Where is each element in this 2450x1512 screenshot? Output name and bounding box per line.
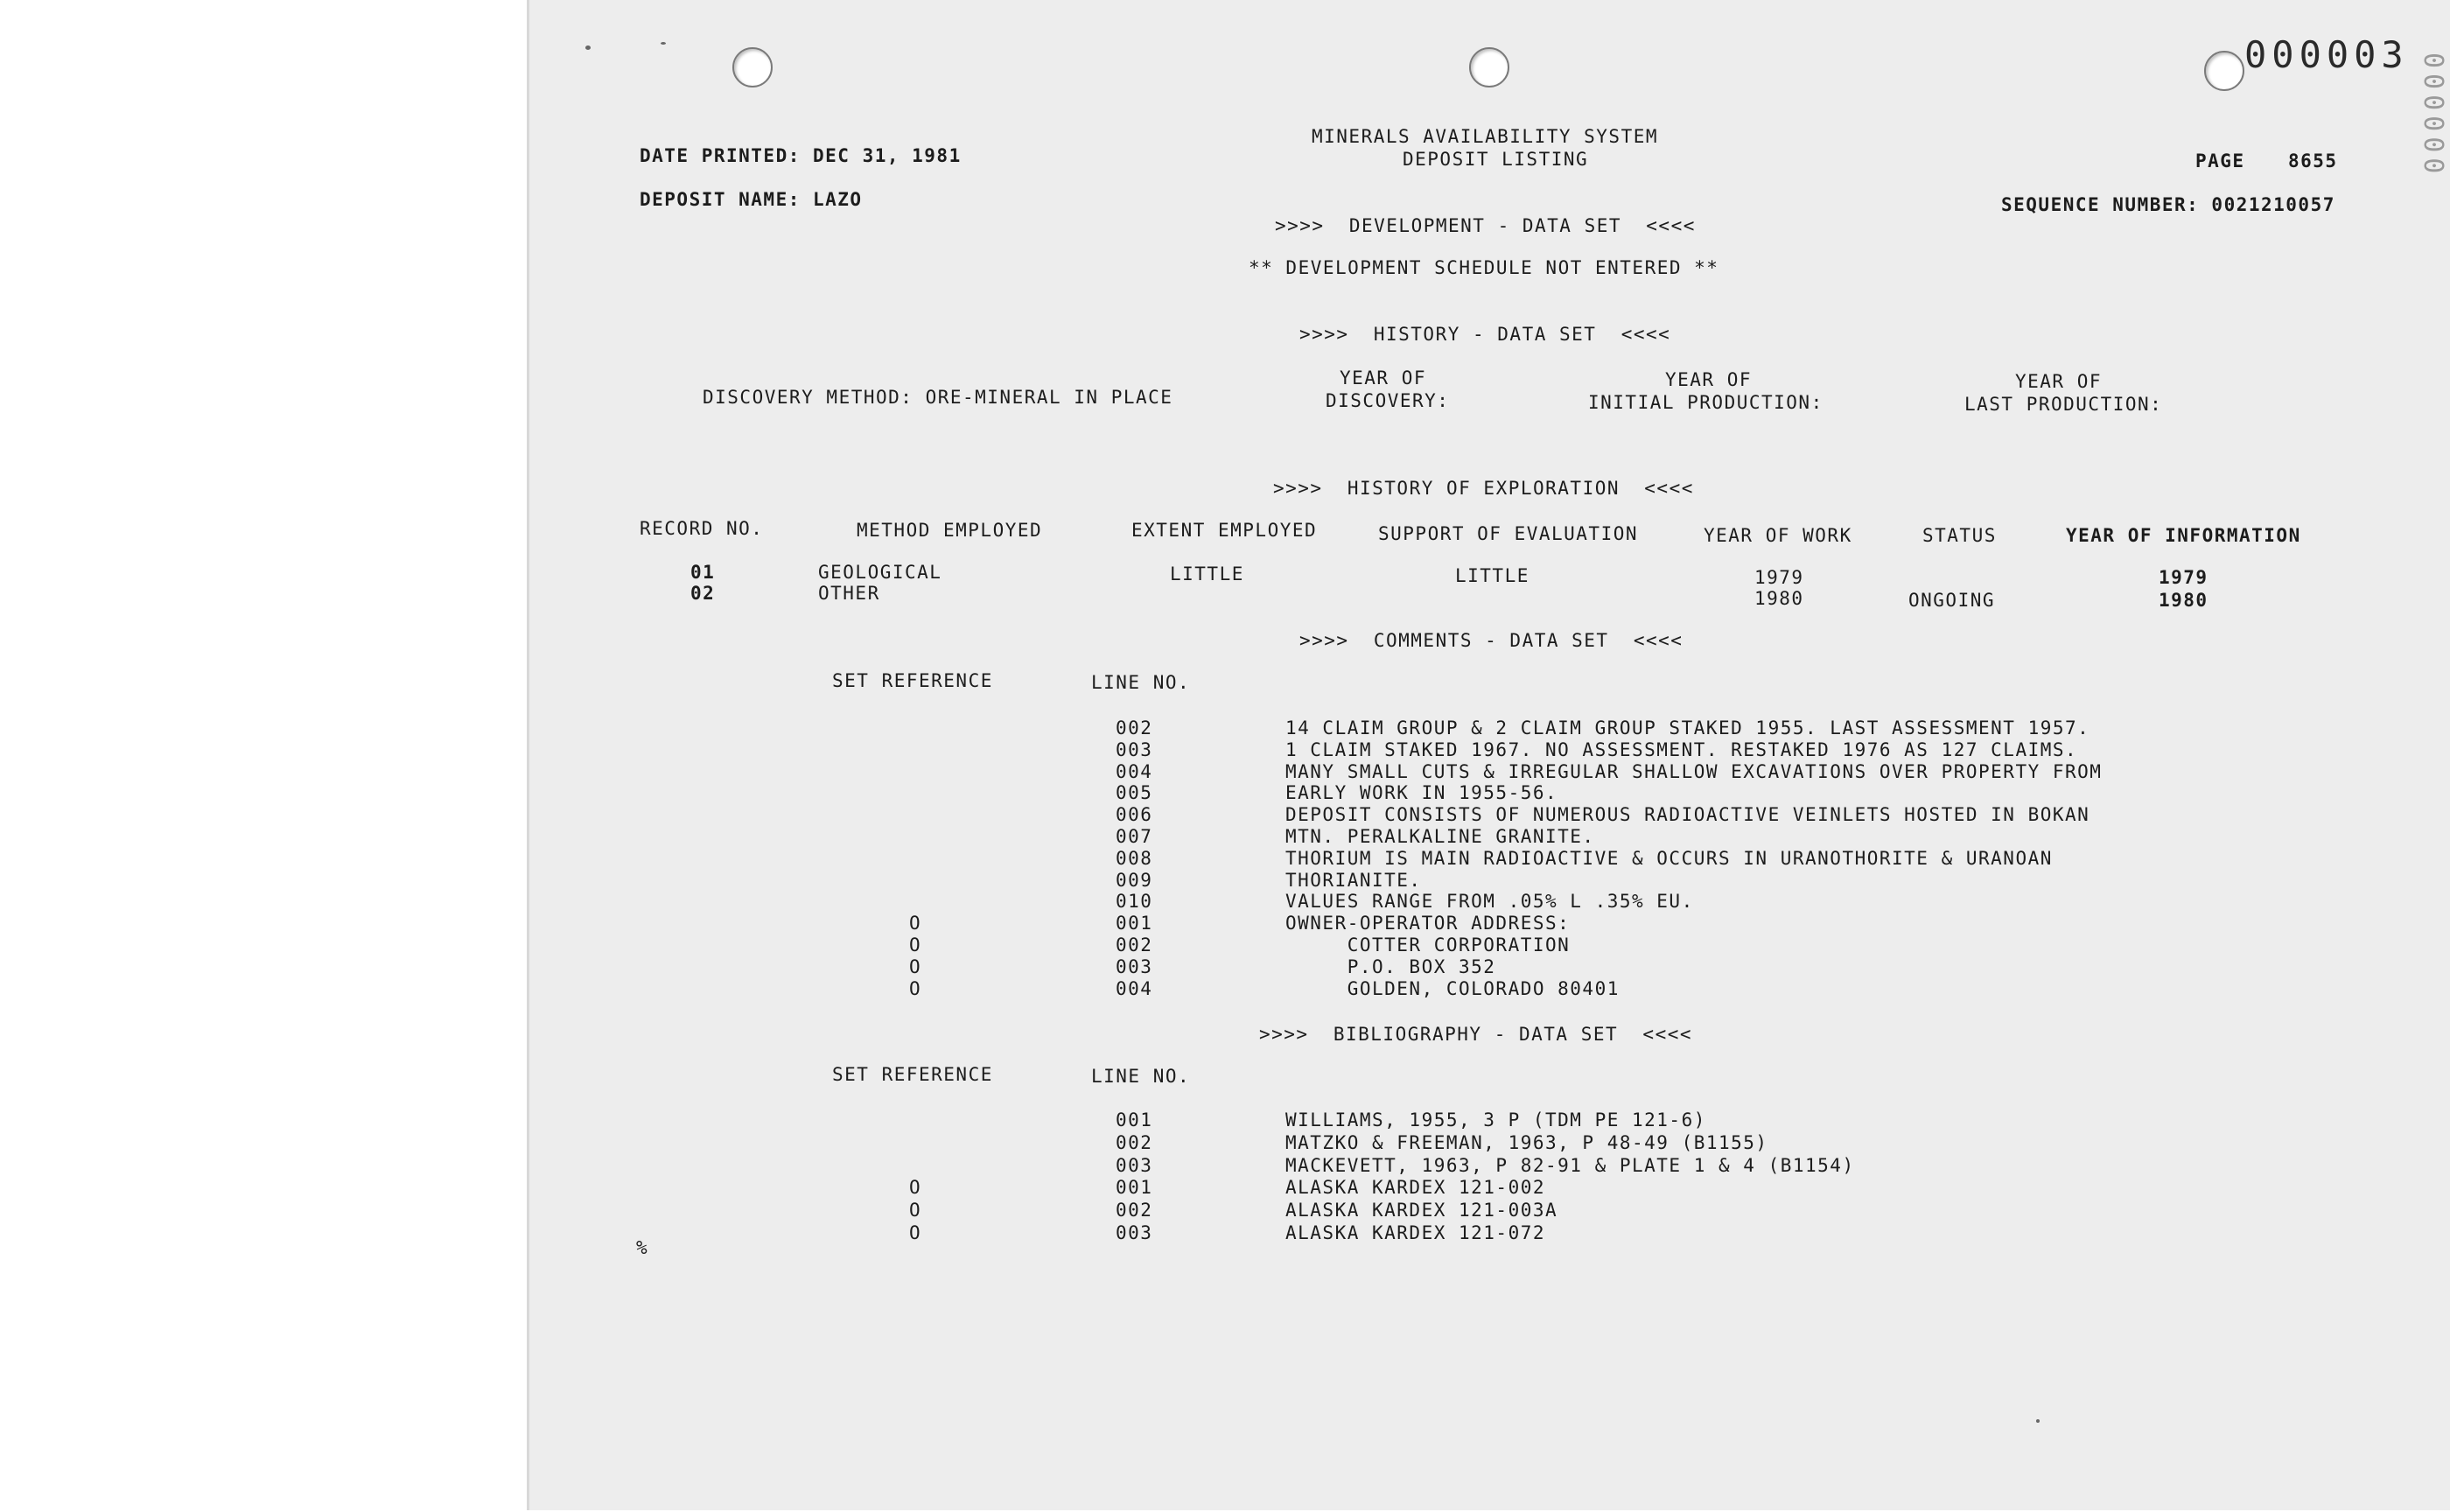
punch-hole-left <box>732 47 773 88</box>
exploration-status: ONGOING <box>1908 590 1996 611</box>
text-cell: EARLY WORK IN 1955-56. <box>1285 782 1558 804</box>
column-header: SUPPORT OF EVALUATION <box>1378 523 1639 544</box>
line-no-cell: 002 <box>1116 1200 1153 1222</box>
set-reference-cell: O <box>909 1177 922 1199</box>
side-stamp: 000000 <box>2418 52 2448 179</box>
year-of-label: YEAR OF <box>2015 371 2103 392</box>
line-no-cell: 004 <box>1116 760 1153 782</box>
line-no-cell: 003 <box>1116 1222 1153 1243</box>
last-production-label: LAST PRODUCTION: <box>1964 394 2163 415</box>
text-cell: 14 CLAIM GROUP & 2 CLAIM GROUP STAKED 1955. LAST ASSESSMENT 1957. <box>1285 718 2090 738</box>
exploration-method: OTHER <box>818 583 880 604</box>
page-label: PAGE <box>2195 150 2245 172</box>
exploration-method: GEOLOGICAL <box>818 562 942 583</box>
text-cell: THORIUM IS MAIN RADIOACTIVE & OCCURS IN URANOTHORITE & URANOAN <box>1285 847 2053 869</box>
set-reference-cell: O <box>909 934 922 956</box>
set-reference-cell: O <box>909 913 922 934</box>
line-no-cell: 005 <box>1116 782 1153 804</box>
discovery-method: DISCOVERY METHOD: ORE-MINERAL IN PLACE <box>703 387 1173 408</box>
exploration-year-info: 1979 <box>2159 567 2208 588</box>
line-no-cell: 002 <box>1116 934 1153 956</box>
line-no-cell: 003 <box>1116 1154 1153 1176</box>
text-cell: DEPOSIT CONSISTS OF NUMEROUS RADIOACTIVE VEINLETS HOSTED IN BOKAN <box>1285 804 2090 826</box>
set-reference-header: SET REFERENCE <box>832 1064 993 1085</box>
text-cell: THORIANITE. <box>1285 869 1422 891</box>
text-cell: VALUES RANGE FROM .05% L .35% EU. <box>1285 891 1694 913</box>
text-cell: COTTER CORPORATION <box>1285 934 1571 956</box>
scan-speck <box>585 46 591 50</box>
exploration-year-work: 1980 <box>1754 588 1804 609</box>
scan-speck <box>661 42 666 45</box>
line-no-cell: 003 <box>1116 956 1153 977</box>
line-no-cell: 004 <box>1116 977 1153 999</box>
line-no-cell: 007 <box>1116 826 1153 847</box>
set-reference-header: SET REFERENCE <box>832 670 993 691</box>
text-cell: WILLIAMS, 1955, 3 P (TDM PE 121-6) <box>1285 1110 1706 1130</box>
footer-mark: % <box>636 1237 649 1258</box>
text-cell: ALASKA KARDEX 121-072 <box>1285 1222 1546 1243</box>
exploration-support: LITTLE <box>1455 565 1530 586</box>
line-no-cell: 001 <box>1116 913 1153 934</box>
text-cell: ALASKA KARDEX 121-003A <box>1285 1200 1558 1222</box>
exploration-extent: LITTLE <box>1170 564 1244 584</box>
bates-stamp: 000003 <box>2244 33 2409 76</box>
exploration-record-no: 02 <box>690 583 716 604</box>
listing-title: DEPOSIT LISTING <box>1403 149 1589 170</box>
discovery-label: DISCOVERY: <box>1326 390 1450 411</box>
page-number: 8655 <box>2288 150 2338 172</box>
line-no-cell: 009 <box>1116 869 1153 891</box>
line-no-cell: 006 <box>1116 804 1153 826</box>
line-no-cell: 002 <box>1116 1131 1153 1153</box>
deposit-name: DEPOSIT NAME: LAZO <box>640 189 863 210</box>
set-reference-cell: O <box>909 1222 922 1243</box>
bibliography-section-title: >>>> BIBLIOGRAPHY - DATA SET <<<< <box>1259 1024 1693 1045</box>
history-section-title: >>>> HISTORY - DATA SET <<<< <box>1299 324 1671 345</box>
text-cell: 1 CLAIM STAKED 1967. NO ASSESSMENT. RESTAKED 1976 AS 127 CLAIMS. <box>1285 738 2078 760</box>
line-no-cell: 008 <box>1116 847 1153 869</box>
exploration-section-title: >>>> HISTORY OF EXPLORATION <<<< <box>1273 478 1694 499</box>
line-no-cell: 001 <box>1116 1110 1153 1130</box>
text-cell: ALASKA KARDEX 121-002 <box>1285 1177 1546 1199</box>
line-no-cell: 002 <box>1116 718 1153 738</box>
comments-section-title: >>>> COMMENTS - DATA SET <<<< <box>1299 630 1684 651</box>
text-cell: MACKEVETT, 1963, P 82-91 & PLATE 1 & 4 (B1154) <box>1285 1154 1855 1176</box>
system-title: MINERALS AVAILABILITY SYSTEM <box>1312 126 1659 147</box>
exploration-year-info: 1980 <box>2159 590 2208 611</box>
line-no-cell: 010 <box>1116 891 1153 913</box>
column-header: YEAR OF INFORMATION <box>2066 525 2301 546</box>
text-cell: MTN. PERALKALINE GRANITE. <box>1285 826 1595 847</box>
exploration-record-no: 01 <box>690 562 716 583</box>
year-of-label: YEAR OF <box>1340 368 1427 388</box>
line-no-cell: 001 <box>1116 1177 1153 1199</box>
text-cell: GOLDEN, COLORADO 80401 <box>1285 977 1620 999</box>
punch-hole-right <box>2204 51 2244 91</box>
line-no-cell: 003 <box>1116 738 1153 760</box>
text-cell: P.O. BOX 352 <box>1285 956 1496 977</box>
set-reference-cell: O <box>909 956 922 977</box>
scan-speck <box>2036 1419 2040 1423</box>
initial-production-label: INITIAL PRODUCTION: <box>1588 392 1824 413</box>
line-no-header: LINE NO. <box>1091 672 1191 693</box>
date-printed: DATE PRINTED: DEC 31, 1981 <box>640 145 962 166</box>
text-cell: OWNER-OPERATOR ADDRESS: <box>1285 913 1571 934</box>
printout-page <box>527 0 2450 1510</box>
line-no-header: LINE NO. <box>1091 1066 1191 1087</box>
development-note: ** DEVELOPMENT SCHEDULE NOT ENTERED ** <box>1249 257 1719 278</box>
development-section-title: >>>> DEVELOPMENT - DATA SET <<<< <box>1275 215 1696 236</box>
text-cell: MANY SMALL CUTS & IRREGULAR SHALLOW EXCAVATIONS OVER PROPERTY FROM <box>1285 760 2103 782</box>
punch-hole-center <box>1469 47 1509 88</box>
column-header: STATUS <box>1922 525 1997 546</box>
set-reference-cell: O <box>909 977 922 999</box>
year-of-label: YEAR OF <box>1665 369 1753 390</box>
column-header: EXTENT EMPLOYED <box>1131 520 1318 541</box>
column-header: RECORD NO. <box>640 518 764 539</box>
column-header: YEAR OF WORK <box>1704 525 1852 546</box>
set-reference-cell: O <box>909 1200 922 1222</box>
text-cell: MATZKO & FREEMAN, 1963, P 48-49 (B1155) <box>1285 1131 1768 1153</box>
exploration-year-work: 1979 <box>1754 567 1804 588</box>
sequence-number: SEQUENCE NUMBER: 0021210057 <box>2001 194 2335 215</box>
column-header: METHOD EMPLOYED <box>857 520 1043 541</box>
